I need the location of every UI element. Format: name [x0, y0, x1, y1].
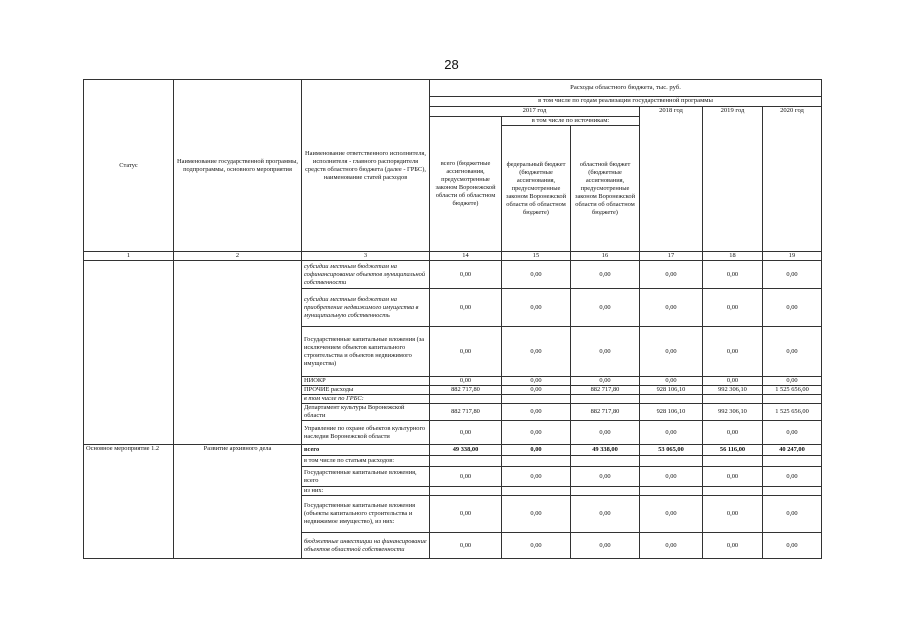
row-value: 0,00: [571, 327, 640, 377]
row-value: [571, 487, 640, 496]
row-value: 0,00: [703, 421, 763, 445]
column-number: 18: [703, 252, 763, 261]
header-year-2018: 2018 год: [640, 107, 703, 252]
column-number: 14: [430, 252, 502, 261]
row-value: 0,00: [571, 377, 640, 386]
table-row: [84, 261, 822, 289]
row-value: [502, 395, 571, 404]
row-value: 992 306,10: [703, 386, 763, 395]
header-regional: областной бюджет (бюджетные ассигнования, предусмотренные законом Воронежской области об областном бюджете): [571, 126, 640, 252]
row-value: 0,00: [430, 533, 502, 559]
row-value: 882 717,80: [430, 386, 502, 395]
row-value: 0,00: [502, 289, 571, 327]
row-value: 0,00: [502, 496, 571, 533]
row-label: субсидии местным бюджетам на софинансирование объектов муниципальной собственности: [302, 261, 430, 289]
row-value: 0,00: [571, 496, 640, 533]
row-value: 0,00: [430, 261, 502, 289]
header-by-years: в том числе по годам реализации государственной программы: [430, 97, 822, 107]
row-value: 928 106,10: [640, 404, 703, 421]
header-executor-name: Наименование ответственного исполнителя, исполнителя - главного распорядителя средств областного бюджета (далее - ГРБС), наименование статей расходов: [302, 80, 430, 252]
header-by-sources: в том числе по источникам:: [502, 117, 640, 126]
row-value: [571, 456, 640, 467]
column-number: 16: [571, 252, 640, 261]
row-label: из них:: [302, 487, 430, 496]
row-value: 0,00: [571, 533, 640, 559]
row-value: 0,00: [763, 261, 822, 289]
row-label: Департамент культуры Воронежской области: [302, 404, 430, 421]
row-value: 0,00: [571, 261, 640, 289]
status-cell-empty: [84, 261, 174, 445]
row-label: ПРОЧИЕ расходы: [302, 386, 430, 395]
column-number: 2: [174, 252, 302, 261]
row-value: 0,00: [640, 377, 703, 386]
row-value: 0,00: [430, 421, 502, 445]
column-number: 17: [640, 252, 703, 261]
main-event-total-value: 0,00: [502, 445, 571, 456]
row-value: 0,00: [430, 496, 502, 533]
row-value: 0,00: [430, 377, 502, 386]
column-number: 19: [763, 252, 822, 261]
row-label: в том числе по статьям расходов:: [302, 456, 430, 467]
row-value: 0,00: [502, 261, 571, 289]
row-value: 992 306,10: [703, 404, 763, 421]
row-value: 0,00: [763, 377, 822, 386]
row-value: 0,00: [703, 496, 763, 533]
row-label: Государственные капитальные вложения (объекты капитального строительства и недвижимое имущество), из них:: [302, 496, 430, 533]
row-value: [703, 395, 763, 404]
row-value: 0,00: [640, 289, 703, 327]
main-event-total-label: всего: [302, 445, 430, 456]
column-number: 1: [84, 252, 174, 261]
header-total: всего (бюджетные ассигнования, предусмотренные законом Воронежской области об областном бюджете): [430, 117, 502, 252]
row-value: 0,00: [703, 377, 763, 386]
row-value: 0,00: [763, 533, 822, 559]
row-value: 0,00: [640, 421, 703, 445]
row-value: 928 106,10: [640, 386, 703, 395]
row-value: [430, 487, 502, 496]
row-value: 0,00: [703, 467, 763, 487]
row-value: [763, 487, 822, 496]
row-value: [640, 395, 703, 404]
row-value: 0,00: [763, 289, 822, 327]
row-value: 0,00: [640, 327, 703, 377]
row-value: 0,00: [502, 404, 571, 421]
header-federal: федеральный бюджет (бюджетные ассигнования, предусмотренные законом Воронежской области об областном бюджете): [502, 126, 571, 252]
header-expenses: Расходы областного бюджета, тыс. руб.: [430, 80, 822, 97]
row-value: 0,00: [502, 386, 571, 395]
row-value: 0,00: [430, 327, 502, 377]
main-event-total-value: 56 116,00: [703, 445, 763, 456]
header-status: Статус: [84, 80, 174, 252]
row-value: 0,00: [640, 533, 703, 559]
row-value: 0,00: [571, 289, 640, 327]
row-value: 0,00: [640, 467, 703, 487]
row-value: 0,00: [430, 467, 502, 487]
row-value: [640, 456, 703, 467]
row-value: 0,00: [502, 327, 571, 377]
row-value: 0,00: [502, 467, 571, 487]
main-event-row: [84, 445, 822, 456]
row-label: Государственные капитальные вложения, всего: [302, 467, 430, 487]
row-value: 1 525 656,00: [763, 404, 822, 421]
header-year-2019: 2019 год: [703, 107, 763, 252]
header-program-name: Наименование государственной программы, подпрограммы, основного мероприятия: [174, 80, 302, 252]
row-value: [703, 487, 763, 496]
row-label: НИОКР: [302, 377, 430, 386]
row-label: субсидии местным бюджетам на приобретение недвижимого имущества в муниципальную собственность: [302, 289, 430, 327]
budget-table: [83, 79, 822, 559]
row-value: [502, 487, 571, 496]
main-event-status: Основное мероприятие 1.2: [84, 445, 174, 559]
row-value: 0,00: [571, 421, 640, 445]
row-value: 0,00: [703, 327, 763, 377]
row-value: 0,00: [640, 496, 703, 533]
column-numbers-row: [84, 252, 822, 261]
row-label: бюджетные инвестиции на финансирование объектов областной собственности: [302, 533, 430, 559]
main-event-total-value: 49 338,00: [571, 445, 640, 456]
column-number: 3: [302, 252, 430, 261]
row-label: в том числе по ГРБС:: [302, 395, 430, 404]
row-value: [430, 456, 502, 467]
row-value: [703, 456, 763, 467]
page-number: 28: [444, 57, 459, 72]
row-value: [640, 487, 703, 496]
header-year-2017: 2017 год: [430, 107, 640, 117]
row-value: 0,00: [502, 533, 571, 559]
row-value: 0,00: [502, 377, 571, 386]
row-value: [502, 456, 571, 467]
row-value: [430, 395, 502, 404]
row-value: 0,00: [430, 289, 502, 327]
row-value: [763, 395, 822, 404]
row-value: 0,00: [763, 421, 822, 445]
row-value: 882 717,80: [571, 386, 640, 395]
row-value: 0,00: [502, 421, 571, 445]
row-label: Государственные капитальные вложения (за исключением объектов капитального строительства и объектов недвижимого имущества): [302, 327, 430, 377]
main-event-total-value: 53 065,00: [640, 445, 703, 456]
row-label: Управление по охране объектов культурного наследия Воронежской области: [302, 421, 430, 445]
row-value: 0,00: [640, 261, 703, 289]
main-event-total-value: 40 247,00: [763, 445, 822, 456]
row-value: 0,00: [763, 467, 822, 487]
row-value: 0,00: [571, 467, 640, 487]
row-value: [571, 395, 640, 404]
row-value: 0,00: [703, 289, 763, 327]
row-value: 0,00: [703, 261, 763, 289]
row-value: 0,00: [703, 533, 763, 559]
column-number: 15: [502, 252, 571, 261]
row-value: [763, 456, 822, 467]
row-value: 882 717,80: [571, 404, 640, 421]
row-value: 882 717,80: [430, 404, 502, 421]
row-value: 0,00: [763, 327, 822, 377]
main-event-total-value: 49 338,00: [430, 445, 502, 456]
main-event-name: Развитие архивного дела: [174, 445, 302, 559]
row-value: 0,00: [763, 496, 822, 533]
program-cell-empty: [174, 261, 302, 445]
row-value: 1 525 656,00: [763, 386, 822, 395]
header-year-2020: 2020 год: [763, 107, 822, 252]
